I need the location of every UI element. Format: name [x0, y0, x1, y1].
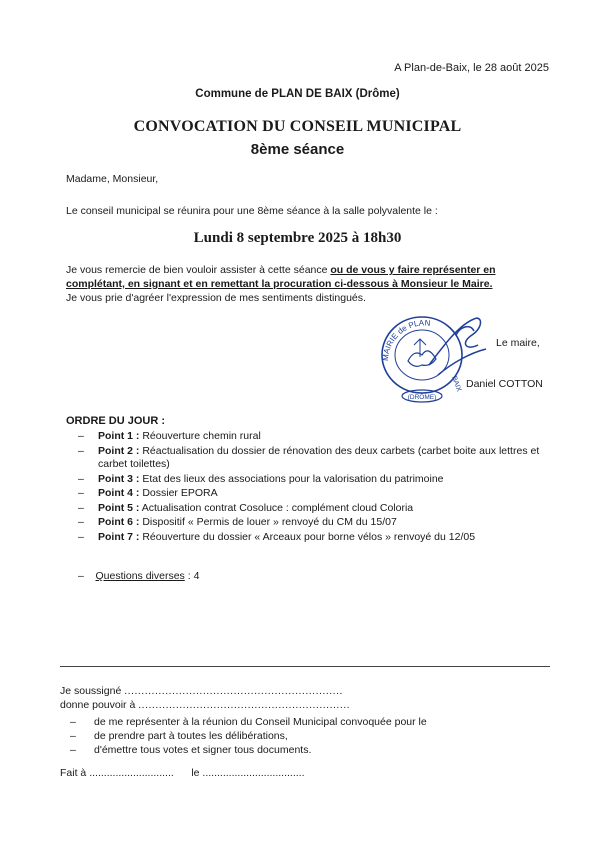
agenda-point-text: Etat des lieux des associations pour la valorisation du patrimoine: [139, 472, 444, 485]
bullet-dash: –: [70, 744, 76, 756]
bullet-dash: –: [78, 516, 84, 528]
proxy-pouvoir-field[interactable]: ..............................................................: [138, 699, 351, 711]
agenda-point-label: Point 4 :: [98, 487, 140, 499]
signature-name: Daniel COTTON: [466, 378, 543, 390]
proxy-clauses: [70, 715, 427, 757]
agenda-item: [78, 502, 558, 516]
place-date: A Plan-de-Baix, le 28 août 2025: [394, 62, 549, 74]
questions-label: Questions diverses: [95, 570, 185, 582]
agenda-item: [78, 516, 558, 530]
fait-field[interactable]: .............................: [89, 767, 174, 779]
agenda-point-label: Point 6 :: [98, 516, 140, 528]
signature-icon: [429, 318, 486, 375]
agenda-item: [78, 473, 558, 487]
fait-label: Fait à: [60, 767, 90, 779]
stamp-text-right: BAIX: [450, 375, 463, 393]
thanks-paragraph: [66, 263, 546, 291]
questions-value: : 4: [184, 570, 200, 582]
bullet-dash: –: [78, 530, 84, 543]
bullet-dash: –: [78, 501, 84, 514]
agenda-point-text: Réouverture chemin rural: [139, 430, 261, 442]
proxy-form: [60, 684, 350, 712]
proxy-clause: [70, 715, 427, 729]
bullet-dash: –: [70, 730, 76, 742]
proxy-clause-text: de me représenter à la réunion du Conseil Municipal convoquée pour le: [94, 716, 427, 728]
agenda-point-text: Réouverture du dossier « Arceaux pour borne vélos » renvoyé du 12/05: [139, 530, 476, 543]
agenda-heading: ORDRE DU JOUR :: [66, 415, 166, 427]
meeting-date: Lundi 8 septembre 2025 à 18h30: [193, 230, 402, 246]
proxy-pouvoir-label: donne pouvoir à: [60, 699, 139, 711]
proxy-clause-text: de prendre part à toutes les délibérations,: [94, 730, 288, 742]
agenda-point-label: Point 2 :: [98, 444, 140, 457]
document-title: CONVOCATION DU CONSEIL MUNICIPAL: [133, 118, 462, 135]
bullet-dash: –: [78, 472, 84, 485]
questions-diverses: [78, 570, 199, 582]
proxy-clause: [70, 729, 427, 743]
agenda-point-label: Point 5 :: [98, 501, 140, 514]
stamp-text-bottom: (DRÔME): [407, 394, 437, 401]
mairie-stamp: [374, 305, 494, 405]
bullet-dash: –: [78, 487, 84, 499]
thanks-plain: Je vous remercie de bien vouloir assister à cette séance: [66, 264, 331, 276]
commune-heading: Commune de PLAN DE BAIX (Drôme): [195, 88, 400, 100]
agenda-point-text: Dossier EPORA: [139, 487, 218, 499]
agenda-item: [78, 531, 558, 545]
agenda-point-label: Point 1 :: [98, 430, 140, 442]
bullet-dash: –: [78, 444, 84, 457]
bullet-dash: –: [78, 430, 84, 442]
intro-paragraph: Le conseil municipal se réunira pour une 8ème séance à la salle polyvalente le :: [66, 205, 438, 217]
agenda-item: [78, 487, 558, 501]
agenda-item: [78, 445, 558, 472]
agenda-item: [78, 430, 558, 444]
stamp-text-top: MAIRIE de PLAN: [380, 318, 431, 362]
greeting: Madame, Monsieur,: [66, 173, 159, 185]
cut-line-divider: [60, 666, 550, 667]
agenda-point-label: Point 3 :: [98, 472, 140, 485]
le-field[interactable]: ...................................: [202, 767, 305, 779]
proxy-soussigne-field[interactable]: ................................................................: [124, 685, 343, 697]
agenda-list: [78, 430, 558, 545]
svg-text:MAIRIE de PLAN: [381, 318, 431, 361]
proxy-clause: [70, 743, 427, 757]
proxy-soussigne-label: Je soussigné: [60, 685, 125, 697]
bullet-dash: –: [70, 716, 76, 728]
proxy-clause-text: d'émettre tous votes et signer tous documents.: [94, 744, 312, 756]
document-subtitle: 8ème séance: [250, 141, 345, 158]
bullet-dash: –: [78, 570, 96, 582]
le-label: le: [191, 767, 203, 779]
signature-role: Le maire,: [496, 337, 540, 349]
agenda-point-text: Dispositif « Permis de louer » renvoyé du CM du 15/07: [139, 516, 397, 528]
agenda-point-text: Actualisation contrat Cosoluce : complément cloud Coloria: [139, 501, 414, 514]
agenda-point-text: Réactualisation du dossier de rénovation des deux carbets (carbet boite aux lettres et carbet toilettes): [98, 444, 540, 470]
proxy-place-date: [60, 767, 305, 779]
thanks-emphasis: ou de vous y faire représenter en complétant, en signant et en remettant la procuration ci-dessous à Monsieur le Maire.: [66, 264, 496, 290]
closing-line: Je vous prie d'agréer l'expression de mes sentiments distingués.: [66, 292, 366, 304]
agenda-point-label: Point 7 :: [98, 530, 140, 543]
